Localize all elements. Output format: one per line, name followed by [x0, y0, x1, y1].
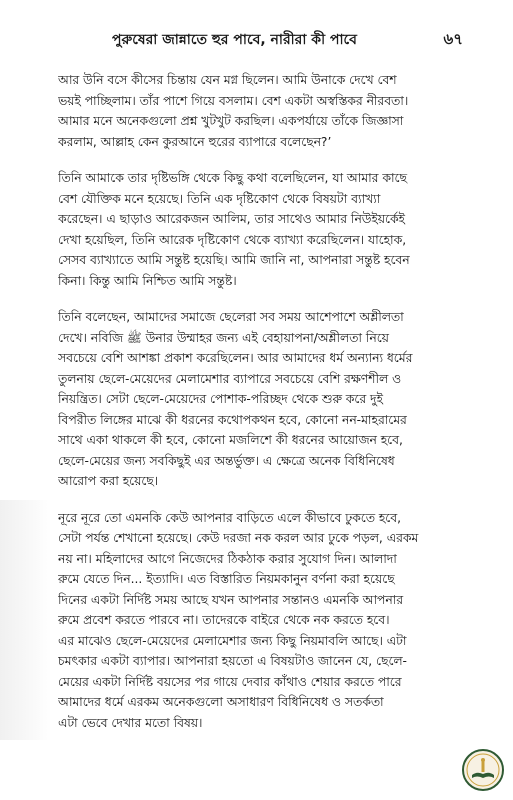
paragraph [58, 70, 470, 152]
text-line: দেখে। নবিজি ﷺ উনার উম্মাহর জন্য এই বেহায়াপনা/অশ্লীলতা নিয়ে [58, 330, 389, 345]
text-line: রুমে প্রবেশ করতে পারবে না। তাদেরকে বাইরে থেকে নক করতে হবে। [58, 613, 390, 627]
text-line: নয় না। মহিলাদের আগে নিজেদের ঠিকঠাক করার সুযোগ দিন। আলাদা [58, 551, 397, 566]
text-line: ভয়ই পাচ্ছিলাম। তাঁর পাশে গিয়ে বসলাম। বেশ একটা অস্বস্তিকর নীরবতা। [58, 93, 409, 108]
text-line: সাথে একা থাকলে কী হবে, কোনো মজলিশে কী ধরনের আয়োজন হবে, [58, 433, 403, 447]
text-line: এর মাঝেও ছেলে-মেয়েদের মেলামেশার জন্য কিছু নিয়মাবলি আছে। এটা [58, 633, 407, 648]
text-line: সবচেয়ে বেশি আশঙ্কা প্রকাশ করেছিলেন। আর আমাদের ধর্ম অন্যান্য ধর্মের [58, 351, 413, 365]
text-line: আরোপ করা হয়েছে। [58, 474, 159, 488]
text-line: ছেলে-মেয়ের জন্য সবকিছুই এর অন্তর্ভুক্ত। এ ক্ষেত্রে অনেক বিধিনিষেধ [58, 453, 395, 468]
publisher-logo [461, 748, 505, 792]
text-line: মেয়ের একটা নির্দিষ্ট বয়সের পর গায়ে দেবার কাঁথাও শেয়ার করতে পারে [58, 674, 402, 689]
text-line: এটা ভেবে দেখার মতো বিষয়। [58, 715, 203, 730]
page-edge-shadow [0, 500, 52, 740]
paragraph [58, 508, 470, 734]
text-line: রুমে যেতে দিন... ইত্যাদি। এত বিস্তারিত নিয়মকানুন বর্ণনা করা হয়েছে [58, 572, 395, 586]
text-line: বেশ যৌক্তিক মনে হয়েছে। তিনি এক দৃষ্টিকোণ থেকে বিষয়টা ব্যাখ্যা [58, 191, 381, 206]
text-line: নিয়ন্ত্রিত। সেটা ছেলে-মেয়েদের পোশাক-পরিচ্ছদ থেকে শুরু করে দুই [58, 392, 383, 406]
text-line: তিনি বলেছেন, আমাদের সমাজে ছেলেরা সব সময় আশেপাশে অশ্লীলতা [58, 310, 404, 324]
text-line: নূরে নূরে তো এমনকি কেউ আপনার বাড়িতে এলে কীভাবে ঢুকতে হবে, [58, 510, 401, 525]
text-line: দেখা হয়েছিল, তিনি আরেক দৃষ্টিকোণ থেকে ব্যাখ্যা করেছিলেন। যাহোক, [58, 232, 407, 247]
page-header [0, 28, 513, 48]
text-line: করলাম, আল্লাহ কেন কুরআনে হুরের ব্যাপারে বলেছেন?’ [58, 134, 332, 149]
page-number: ৬৭ [443, 30, 463, 48]
text-line: চমৎকার একটা ব্যাপার। আপনারা হয়তো এ বিষয়টাও জানেন যে, ছেলে- [58, 654, 407, 668]
running-head: পুরুষেরা জান্নাতে হুর পাবে, নারীরা কী পাবে [112, 32, 357, 48]
text-line: দিনের একটা নির্দিষ্ট সময় আছে যখন আপনার সন্তানও এমনকি আপনার [58, 592, 403, 607]
text-line: বিপরীত লিঙ্গের মাঝে কী ধরনের কথোপকথন হবে, কোনো নন-মাহরামের [58, 412, 407, 427]
text-line: সেসব ব্যাখ্যাতে আমি সন্তুষ্ট হয়েছি। আমি জানি না, আপনারা সন্তুষ্ট হবেন [58, 253, 410, 267]
paragraph [58, 307, 470, 492]
text-line: আমাদের ধর্মে এরকম অনেকগুলো অসাধারণ বিধিনিষেধ ও সতর্কতা [58, 695, 384, 709]
text-line: কিনা। কিন্তু আমি নিশ্চিত আমি সন্তুষ্ট। [58, 273, 237, 288]
text-line: সেটা পর্যন্ত শেখানো হয়েছে। কেউ দরজা নক করল আর ঢুকে পড়ল, এরকম [58, 531, 419, 545]
text-line: তুলনায় ছেলে-মেয়েদের মেলামেশার ব্যাপারে সবচেয়ে বেশি রক্ষণশীল ও [58, 371, 402, 386]
text-line: আর উনি বসে কীসের চিন্তায় যেন মগ্ন ছিলেন। আমি উনাকে দেখে বেশ [58, 73, 397, 87]
text-line: আমার মনে অনেকগুলো প্রশ্ন খুটখুট করছিল। একপর্যায়ে তাঁকে জিজ্ঞাসা [58, 114, 404, 128]
book-emblem-icon [461, 748, 505, 792]
text-line: তিনি আমাকে তার দৃষ্টিভঙ্গি থেকে কিছু কথা বলেছিলেন, যা আমার কাছে [58, 171, 407, 185]
paragraph [58, 168, 470, 291]
text-line: করেছেন। এ ছাড়াও আরেকজন আলিম, তার সাথেও আমার নিউইয়র্কেই [58, 212, 405, 226]
body-text [58, 70, 470, 749]
